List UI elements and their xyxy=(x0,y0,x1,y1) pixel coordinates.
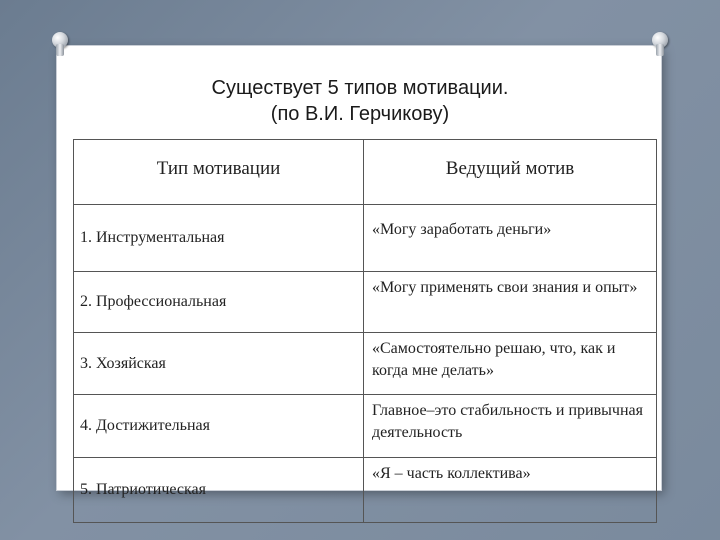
motivation-type-cell: 1. Инструментальная xyxy=(74,205,364,272)
motivation-table xyxy=(73,139,657,523)
leading-motive-cell: «Могу заработать деньги» xyxy=(364,205,657,272)
column-header-motive: Ведущий мотив xyxy=(364,140,657,205)
table-row xyxy=(74,333,657,395)
motivation-type-cell: 4. Достижительная xyxy=(74,395,364,458)
motivation-type-cell: 5. Патриотическая xyxy=(74,458,364,523)
leading-motive-cell: «Могу применять свои знания и опыт» xyxy=(364,272,657,333)
motivation-type-cell: 2. Профессиональная xyxy=(74,272,364,333)
slide-title-line2: (по В.И. Герчикову) xyxy=(270,103,450,125)
leading-motive-cell: «Я – часть коллектива» xyxy=(364,458,657,523)
pushpin-icon xyxy=(651,32,669,58)
motivation-type-cell: 3. Хозяйская xyxy=(74,333,364,395)
slide-title-line1: Существует 5 типов мотивации. xyxy=(211,77,509,99)
table-header-row xyxy=(74,140,657,205)
table-row xyxy=(74,272,657,333)
leading-motive-cell: «Самостоятельно решаю, что, как и когда мне делать» xyxy=(364,333,657,395)
leading-motive-cell: Главное–это стабильность и привычная деятельность xyxy=(364,395,657,458)
column-header-type: Тип мотивации xyxy=(74,140,364,205)
table-row xyxy=(74,395,657,458)
table-row xyxy=(74,205,657,272)
table-row xyxy=(74,458,657,523)
pushpin-icon xyxy=(51,32,69,58)
